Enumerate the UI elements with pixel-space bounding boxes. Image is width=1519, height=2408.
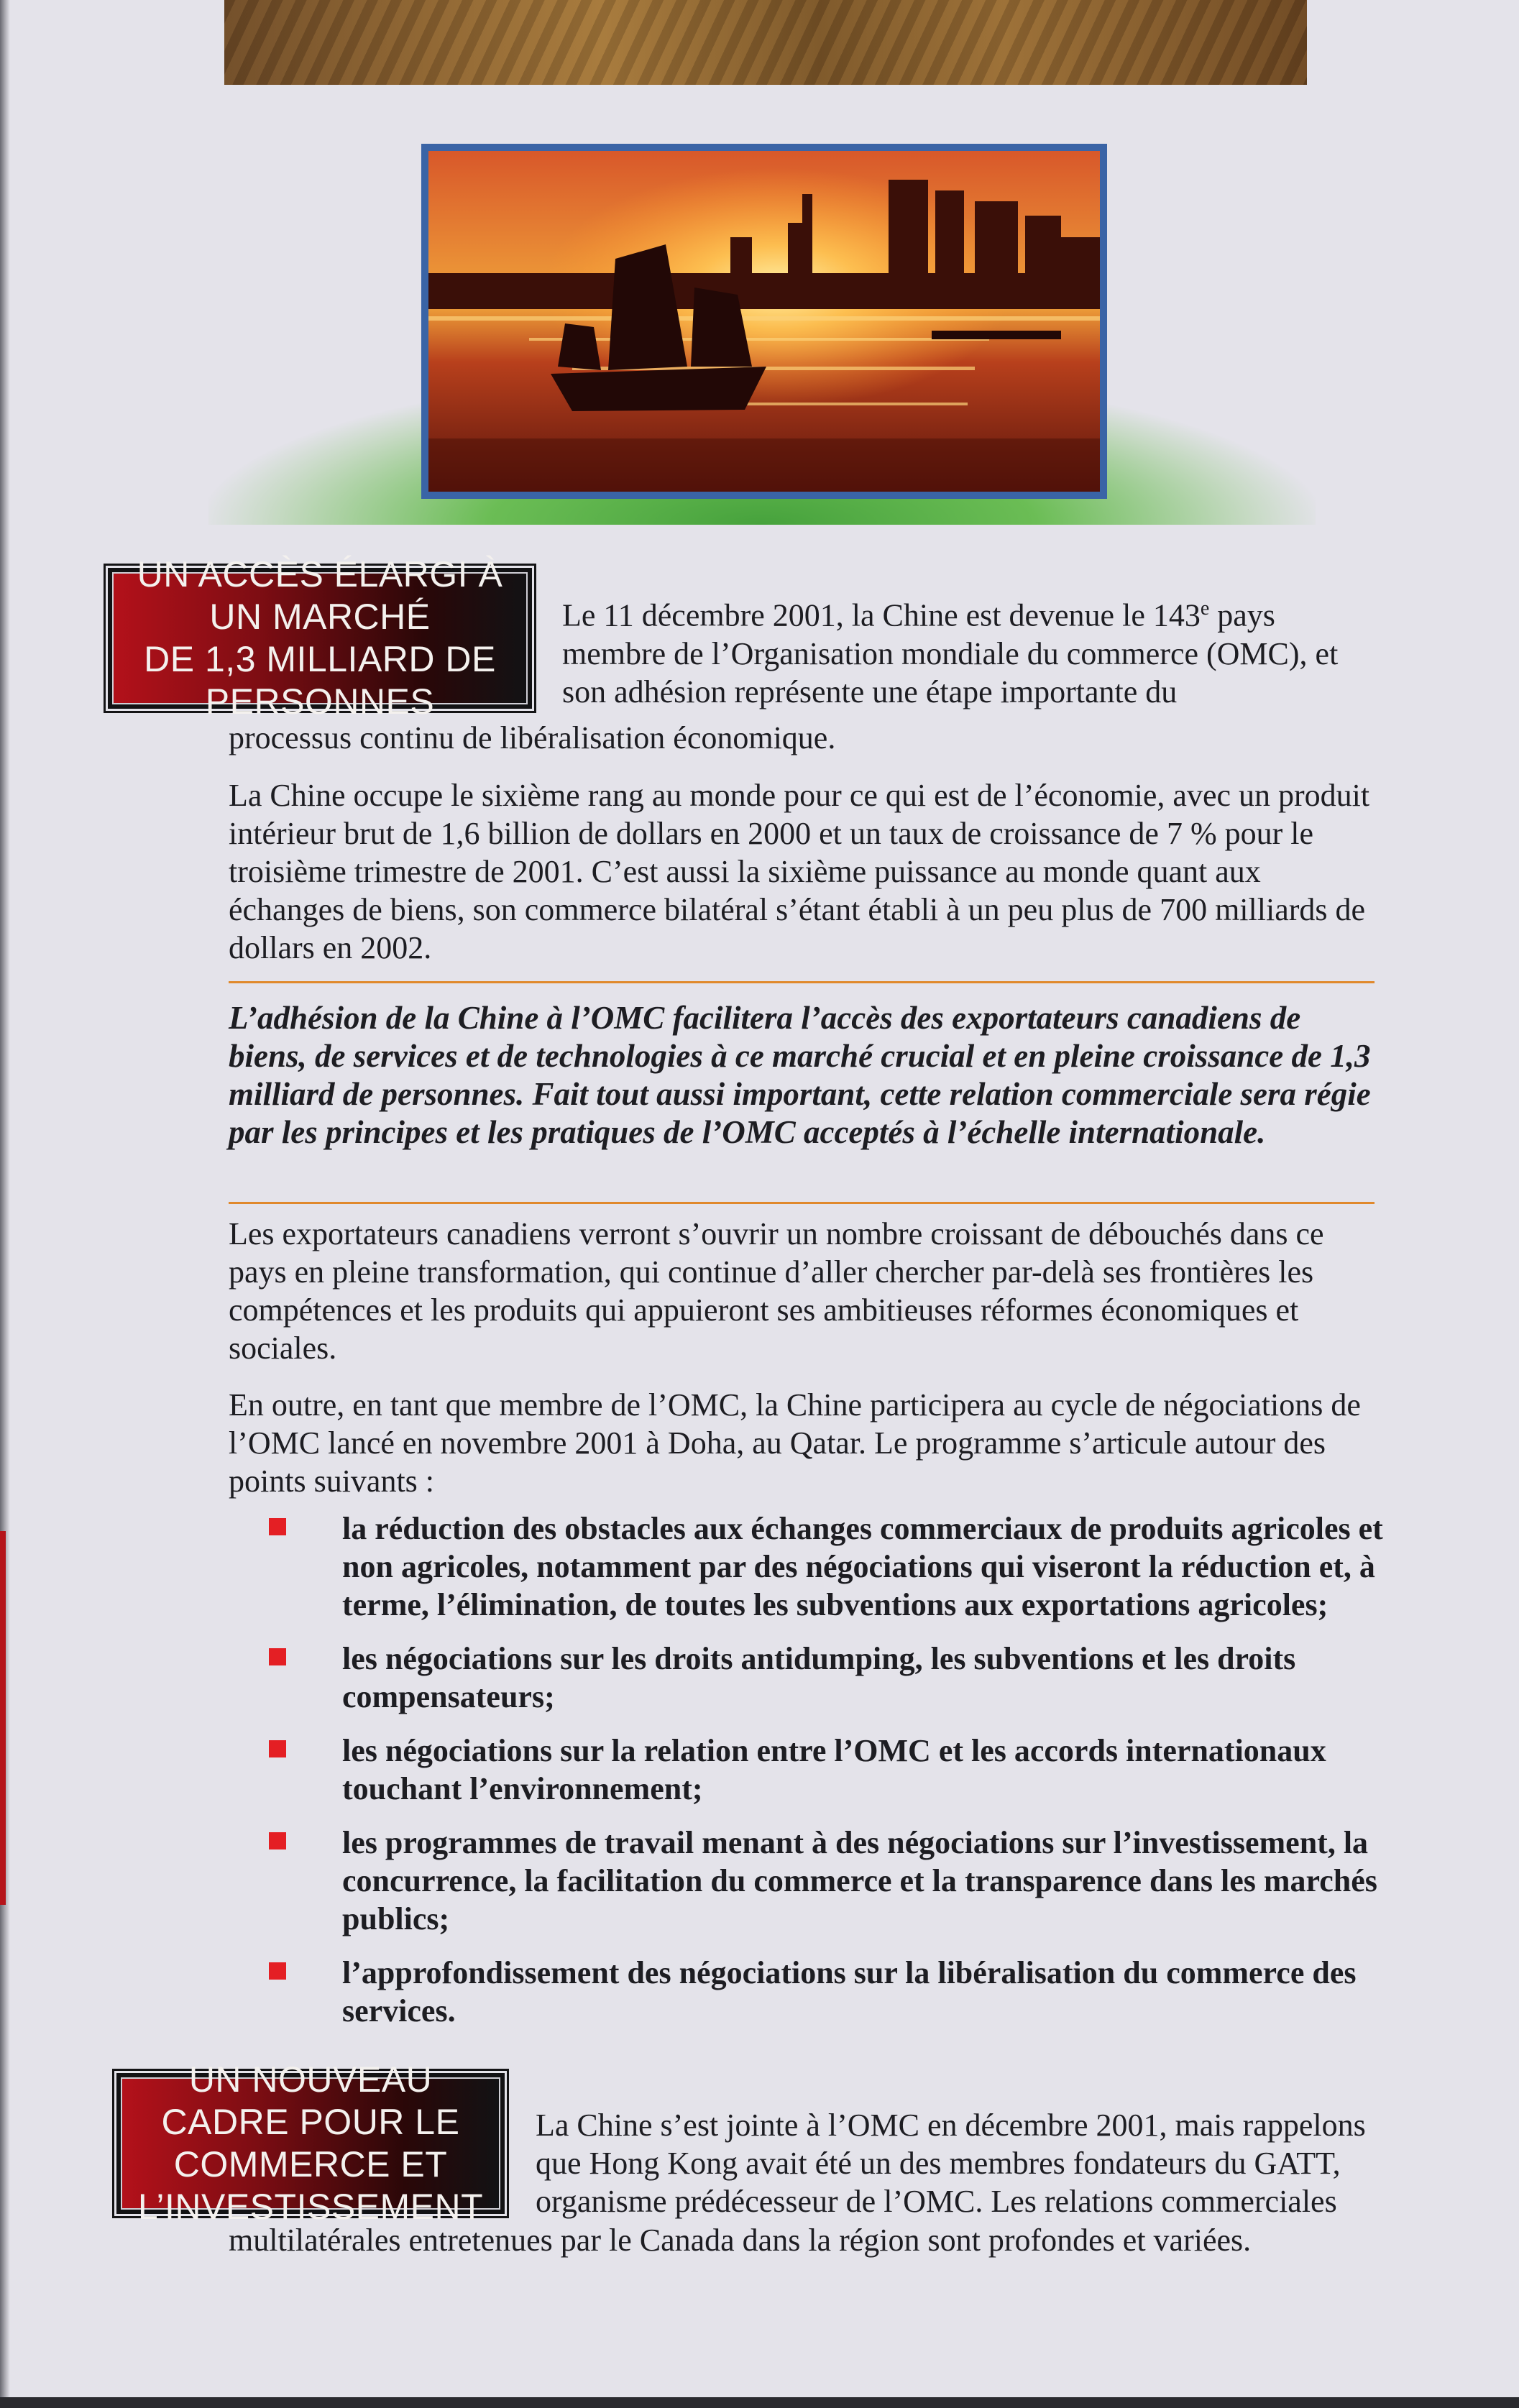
paragraph-exporters: Les exportateurs canadiens verront s’ouvrir un nombre croissant de débouchés dans ce pays en pleine transformation, qui continue d’aller chercher par-delà ses frontières les compétences et les produits qui appuieront ses ambitieuses réformes économiques et sociales.	[229, 1216, 1324, 1366]
heading2-line2: COMMERCE ET L’INVESTISSEMENT	[137, 2144, 484, 2227]
list-item	[266, 1954, 1387, 2030]
paragraph-economy: La Chine occupe le sixième rang au monde pour ce qui est de l’économie, avec un produit intérieur brut de 1,6 billion de dollars en 2000 et un taux de croissance de 7 % pour le troisième trimestre de 2001. C’est aussi la sixième puissance au monde quant aux échanges de biens, son commerce bilatéral s’étant établi à un peu plus de 700 milliards de dollars en 2002.	[229, 778, 1370, 965]
orange-rule-bottom	[229, 1202, 1375, 1204]
hong-kong-junk-photo	[421, 144, 1107, 499]
list-item	[266, 1824, 1387, 1938]
highlight-quote: L’adhésion de la Chine à l’OMC facilitera l’accès des exportateurs canadiens de biens, de services et de technologies à ce marché crucial et en pleine croissance de 1,3 milliard de personnes. Fait tout aussi important, cette relation commerciale sera régie par les principes et les pratiques de l’OMC acceptés à l’échelle internationale.	[229, 1000, 1371, 1150]
list-item-text: la réduction des obstacles aux échanges commerciaux de produits agricoles et non agricoles, notamment par des négociations qui viseront la réduction et, à terme, l’élimination, de toutes les subventions aux exportations agricoles;	[342, 1511, 1383, 1622]
intro-paragraph-2: La Chine s’est jointe à l’OMC en décembre 2001, mais rappelons que Hong Kong avait été un des membres fondateurs du GATT, organisme prédécesseur de l’OMC. Les relations commerciales	[536, 2108, 1366, 2219]
red-square-bullet-icon	[269, 1832, 286, 1849]
red-square-bullet-icon	[269, 1962, 286, 1980]
list-item	[266, 1509, 1387, 1624]
page-bottom-edge	[0, 2397, 1519, 2408]
orange-rule-top	[229, 981, 1375, 983]
heading2-line1: UN NOUVEAU CADRE POUR LE	[161, 2059, 460, 2142]
intro1-text-after: pays membre de l’Organisation mondiale du commerce (OMC), et son adhésion représente une étape importante du	[562, 597, 1339, 709]
section-heading-box-2	[116, 2059, 505, 2227]
heading1-line2: DE 1,3 MILLIARD DE PERSONNES	[144, 639, 496, 722]
negotiation-points-list	[266, 1509, 1387, 2046]
page-left-edge	[0, 0, 10, 2408]
list-item	[266, 1640, 1387, 1716]
section-heading-box-1	[108, 554, 532, 722]
list-item-text: les négociations sur la relation entre l’OMC et les accords internationaux touchant l’environnement;	[342, 1733, 1326, 1806]
heading1-line1: UN ACCÈS ÉLARGI À UN MARCHÉ	[137, 554, 503, 637]
intro-paragraph-1-continuation: processus continu de libéralisation économique.	[229, 720, 836, 755]
red-square-bullet-icon	[269, 1518, 286, 1535]
sunset-harbour-illustration	[428, 151, 1100, 492]
red-square-bullet-icon	[269, 1740, 286, 1757]
paragraph-doha: En outre, en tant que membre de l’OMC, la Chine participera au cycle de négociations de l’OMC lancé en novembre 2001 à Doha, au Qatar. Le programme s’articule autour des points suivants :	[229, 1387, 1361, 1499]
list-item-text: les programmes de travail menant à des négociations sur l’investissement, la concurrence, la facilitation du commerce et la transparence dans les marchés publics;	[342, 1825, 1377, 1936]
list-item-text: l’approfondissement des négociations sur la libéralisation du commerce des services.	[342, 1955, 1357, 2028]
intro-paragraph-1	[562, 589, 1382, 711]
intro1-superscript: e	[1200, 597, 1210, 620]
top-banner-image	[224, 0, 1307, 85]
list-item	[266, 1732, 1387, 1808]
list-item-text: les négociations sur les droits antidumping, les subventions et les droits compensateurs;	[342, 1641, 1296, 1714]
intro1-text: Le 11 décembre 2001, la Chine est devenue le 143	[562, 597, 1201, 633]
red-edge-strip	[0, 1531, 6, 1905]
intro-paragraph-2-continuation: multilatérales entretenues par le Canada dans la région sont profondes et variées.	[229, 2223, 1252, 2258]
red-square-bullet-icon	[269, 1648, 286, 1665]
